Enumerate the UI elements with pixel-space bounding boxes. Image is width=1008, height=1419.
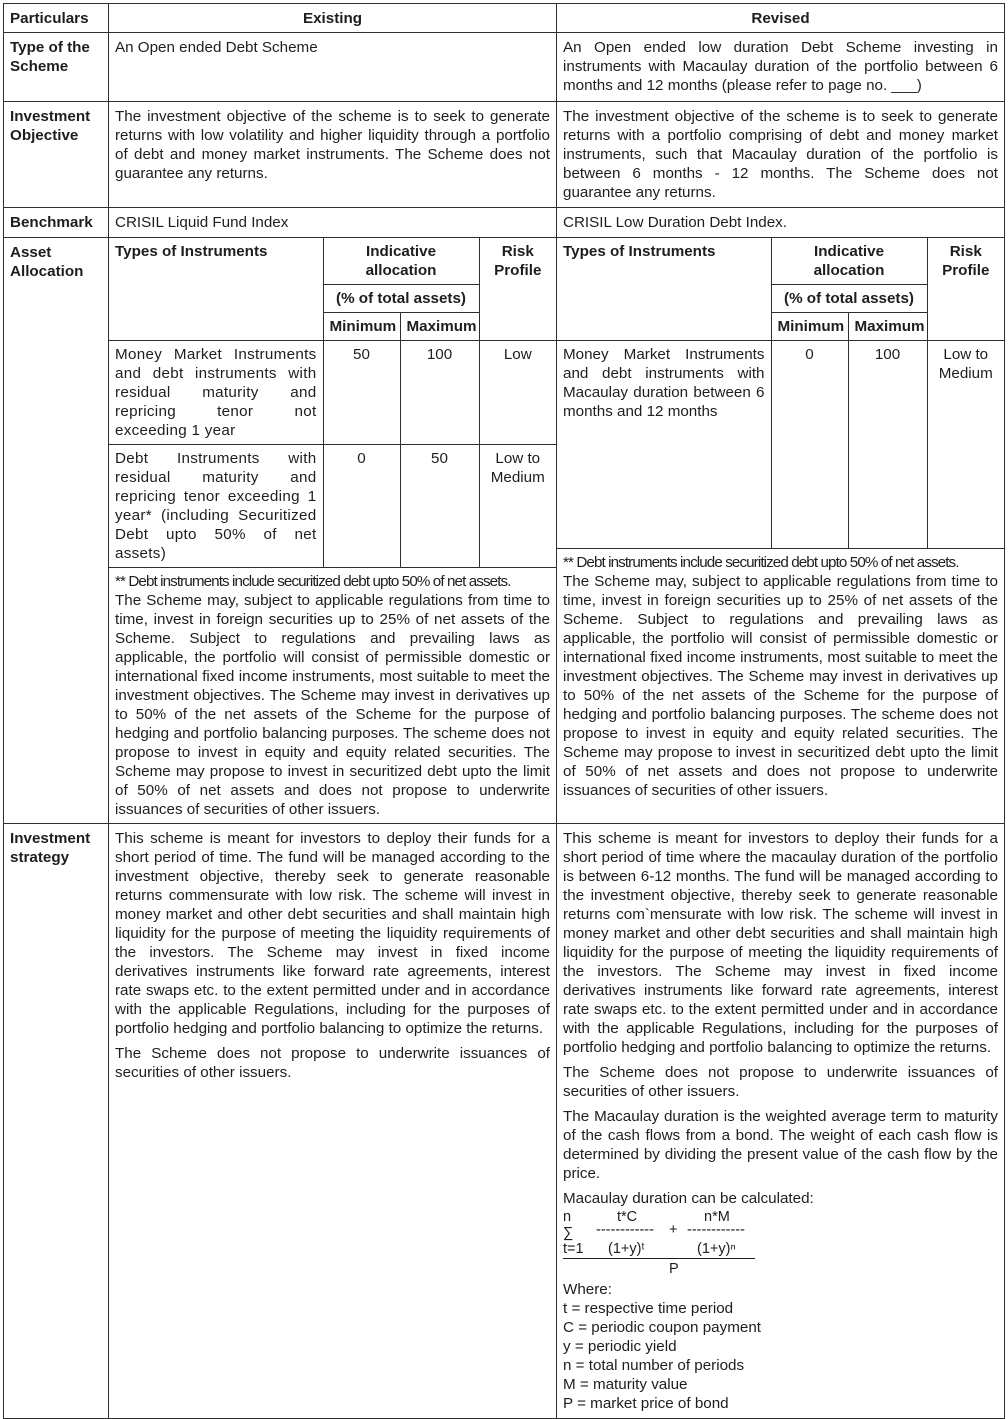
existing-col-max: Maximum [400, 313, 479, 341]
formula-intro: Macaulay duration can be calculated: [563, 1190, 814, 1207]
header-row [4, 4, 1005, 33]
row-investment-objective [4, 102, 1005, 208]
header-existing: Existing [109, 4, 557, 33]
where-label: Where: [563, 1281, 612, 1298]
revised-col-types: Types of Instruments [557, 238, 771, 341]
revised-row1-min: 0 [771, 341, 848, 549]
formula-definitions [563, 1280, 998, 1413]
existing-strategy-p2: The Scheme does not propose to underwrite issuances of securities of other issuers. [115, 1045, 550, 1081]
header-revised: Revised [557, 4, 1005, 33]
revised-row1-max: 100 [848, 341, 927, 549]
existing-note-body: The Scheme may, subject to applicable regulations from time to time, invest in foreign securities up to 25% of net assets of the Scheme. Subject to regulations and prevailing laws as applicable, the portfolio will consist of permissible domestic or international fixed income instruments, most suitable to meet the investment objectives. The Scheme may invest in derivatives up to 50% of the net assets of the Scheme for the purpose of hedging and portfolio balancing purposes. The scheme does not propose to invest in equity and equity related securities. The Scheme may propose to invest in securitized debt upto the limit of 50% of net assets and does not propose to underwrite issuances of securities of other issuers. [115, 592, 550, 818]
def-t: t = respective time period [563, 1300, 734, 1317]
formula-t1: t=1 [563, 1241, 584, 1257]
revised-strategy-p2: The Scheme does not propose to underwrite issuances of securities of other issuers. [563, 1064, 998, 1100]
revised-strategy-p1: This scheme is meant for investors to deploy their funds for a short period of time where the macaulay duration of the portfolio is between 6-12 months. The fund will be managed according to the investment objective, thereby seek to generate reasonable returns com`mensurate with low risk. The scheme will invest in money market and other debt securities and shall maintain high liquidity for the purpose of meeting the liquidity requirements of the investors. The Scheme may invest in fixed income derivatives instruments like forward rate agreements, interest rate swaps etc. to the extent permitted under and in accordance with the applicable Regulations, including for the purposes of portfolio hedging and portfolio balancing to optimize the returns. [563, 830, 998, 1056]
existing-row1-min: 50 [323, 341, 400, 445]
formula-nm: n*M [704, 1209, 730, 1225]
def-m: M = maturity value [563, 1376, 688, 1393]
header-particulars: Particulars [4, 4, 109, 33]
formula-dash1: ------------ [596, 1222, 654, 1238]
existing-col-indicative: Indicative allocation [323, 238, 479, 285]
revised-investment-objective: The investment objective of the scheme is to seek to generate returns with a portfolio comprising of debt and money market instruments, such that Macaulay duration of the portfolio is between 6 months - 12 months. The Scheme does not guarantee any returns. [557, 102, 1005, 208]
revised-benchmark: CRISIL Low Duration Debt Index. [557, 208, 1005, 238]
revised-col-pct: (% of total assets) [771, 285, 927, 313]
comparison-table [3, 3, 1005, 1419]
label-investment-objective: Investment Objective [4, 102, 109, 208]
existing-row1-risk: Low [479, 341, 556, 445]
formula-plus: + [669, 1222, 678, 1238]
formula-sigma: ∑ [563, 1225, 574, 1241]
existing-investment-strategy [109, 824, 557, 1419]
existing-col-types: Types of Instruments [109, 238, 323, 341]
label-type-of-scheme: Type of the Scheme [4, 33, 109, 102]
existing-col-pct: (% of total assets) [323, 285, 479, 313]
revised-col-max: Maximum [848, 313, 927, 341]
revised-type-of-scheme: An Open ended low duration Debt Scheme investing in instruments with Macaulay duration of the portfolio between 6 months and 12 months (please refer to page no. ___) [557, 33, 1005, 102]
existing-allocation-note [109, 568, 556, 824]
def-y: y = periodic yield [563, 1338, 677, 1355]
row-investment-strategy [4, 824, 1005, 1419]
revised-strategy-p3: The Macaulay duration is the weighted average term to maturity of the cash flows from a bond. The weight of each cash flow is determined by dividing the present value of the cash flow by the price. [563, 1108, 998, 1182]
revised-investment-strategy [557, 824, 1005, 1419]
existing-note-first: ** Debt instruments include securitized debt upto 50% of net assets. [115, 573, 511, 590]
existing-row1-type: Money Market Instruments and debt instruments with residual maturity and repricing tenor not exceeding 1 year [109, 341, 323, 445]
existing-col-risk: Risk Profile [479, 238, 556, 341]
existing-row2-type: Debt Instruments with residual maturity and repricing tenor exceeding 1 year* (including Securitized Debt upto 50% of net assets) [109, 445, 323, 568]
formula-dash2: ------------ [687, 1222, 745, 1238]
label-investment-strategy: Investment strategy [4, 824, 109, 1419]
revised-note-body: The Scheme may, subject to applicable regulations from time to time, invest in foreign securities up to 25% of net assets of the Scheme. Subject to regulations and prevailing laws as applicable, the portfolio will consist of permissible domestic or international fixed income instruments, most suitable to meet the investment objectives. The Scheme may invest in derivatives up to 50% of the net assets of the Scheme for the purpose of hedging and portfolio balancing purposes. The scheme does not propose to invest in equity and equity related securities. The Scheme may propose to invest in securitized debt upto the limit of 50% of net assets and does not propose to underwrite issuances of securities of other issuers. [563, 573, 998, 799]
def-n: n = total number of periods [563, 1357, 745, 1374]
revised-allocation-note [557, 549, 1004, 824]
revised-col-indicative: Indicative allocation [771, 238, 927, 285]
formula-n: n [563, 1209, 572, 1225]
existing-col-min: Minimum [323, 313, 400, 341]
existing-investment-objective: The investment objective of the scheme is to seek to generate returns with low volatility and higher liquidity through a portfolio of debt and money market instruments. The Scheme does not guarantee any returns. [109, 102, 557, 208]
existing-type-of-scheme: An Open ended Debt Scheme [109, 33, 557, 102]
revised-row1-risk: Low to Medium [927, 341, 1004, 549]
row-asset-allocation [4, 238, 1005, 824]
existing-strategy-p1: This scheme is meant for investors to deploy their funds for a short period of time. The fund will be managed according to the investment objective, thereby seek to generate reasonable returns commensurate with low risk. The scheme will invest in money market and other debt securities and shall maintain high liquidity for the purpose of meeting the liquidity requirements of the investors. The Scheme may invest in fixed income derivatives instruments like forward rate agreements, interest rate swaps etc. to the extent permitted under and in accordance with the applicable Regulations, including for the purposes of portfolio hedging and portfolio balancing to optimize the returns. [115, 830, 550, 1037]
existing-benchmark: CRISIL Liquid Fund Index [109, 208, 557, 238]
formula-den1: (1+y)ᵗ [608, 1241, 645, 1257]
def-p: P = market price of bond [563, 1395, 729, 1412]
revised-allocation-table [557, 238, 1004, 823]
formula-p: P [669, 1261, 679, 1277]
label-benchmark: Benchmark [4, 208, 109, 238]
existing-row1-max: 100 [400, 341, 479, 445]
existing-row2-max: 50 [400, 445, 479, 568]
macaulay-formula [563, 1208, 998, 1280]
formula-fraction-line [563, 1258, 755, 1259]
row-type-of-scheme [4, 33, 1005, 102]
revised-asset-allocation [557, 238, 1005, 824]
existing-asset-allocation [109, 238, 557, 824]
existing-row2-risk: Low to Medium [479, 445, 556, 568]
existing-allocation-table [109, 238, 556, 823]
revised-col-min: Minimum [771, 313, 848, 341]
def-c: C = periodic coupon payment [563, 1319, 761, 1336]
revised-col-risk: Risk Profile [927, 238, 1004, 341]
revised-row1-type: Money Market Instruments and debt instruments with Macaulay duration between 6 months and 12 months [557, 341, 771, 549]
formula-den2: (1+y)ⁿ [697, 1241, 736, 1257]
row-benchmark [4, 208, 1005, 238]
revised-note-first: ** Debt instruments include securitized debt upto 50% of net assets. [563, 554, 959, 571]
existing-row2-min: 0 [323, 445, 400, 568]
label-asset-allocation: Asset Allocation [4, 238, 109, 824]
formula-tc: t*C [617, 1209, 638, 1225]
